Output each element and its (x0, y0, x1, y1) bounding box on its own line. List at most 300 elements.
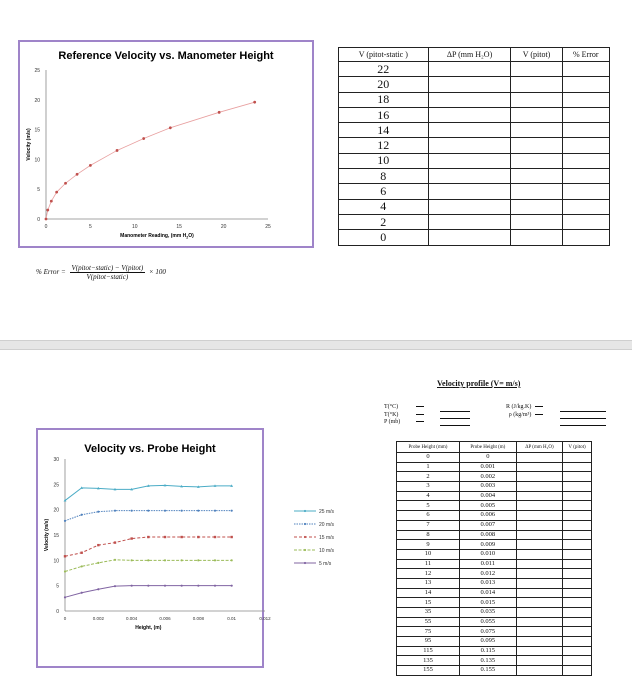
data-point (64, 555, 66, 557)
header-percent-error: % Error (562, 48, 609, 62)
cell-height-m: 0.155 (459, 666, 516, 676)
cell-empty (428, 62, 511, 77)
table-header-row (397, 442, 592, 453)
table-row (397, 549, 592, 559)
cell-empty (516, 540, 562, 550)
prop-line (560, 418, 606, 419)
data-point (164, 559, 166, 561)
page-separator (0, 340, 632, 350)
data-point (142, 137, 145, 140)
cell-empty (563, 637, 592, 647)
table-row (339, 153, 610, 168)
cell-empty (516, 559, 562, 569)
y-axis-label: Velocity (m/s) (44, 518, 50, 552)
table-row (339, 184, 610, 199)
x-axis-label-sub: 2 (186, 235, 189, 240)
cell-empty (516, 569, 562, 579)
cell-empty (562, 184, 609, 199)
cell-empty (516, 627, 562, 637)
cell-velocity: 14 (339, 123, 429, 138)
data-point (97, 511, 99, 513)
table-row (397, 491, 592, 501)
data-point (97, 562, 99, 564)
legend-label: 10 m/s (319, 548, 335, 554)
cell-empty (563, 482, 592, 492)
velocity-profile-table (396, 441, 592, 676)
cell-empty (563, 520, 592, 530)
cell-height-mm: 155 (397, 666, 460, 676)
table-row (397, 578, 592, 588)
velocity-profile-title: Velocity profile (V= m/s) (437, 379, 521, 388)
cell-empty (511, 230, 562, 245)
data-point (64, 596, 66, 598)
data-point (214, 559, 216, 561)
reference-velocity-chart (18, 40, 314, 248)
cell-height-m: 0.010 (459, 549, 516, 559)
cell-empty (516, 646, 562, 656)
legend-marker (304, 562, 306, 564)
table-row (339, 92, 610, 107)
prop-row (384, 404, 424, 412)
cell-velocity: 2 (339, 214, 429, 229)
table-row (339, 169, 610, 184)
data-point (116, 149, 119, 152)
cell-empty (516, 472, 562, 482)
cell-height-mm: 75 (397, 627, 460, 637)
cell-empty (516, 666, 562, 676)
data-point (55, 191, 58, 194)
data-point (46, 209, 49, 212)
cell-height-m: 0.075 (459, 627, 516, 637)
table-row (397, 598, 592, 608)
cell-height-m: 0.015 (459, 598, 516, 608)
prop-label: R (J/kg.K) (506, 404, 532, 410)
table-row (339, 77, 610, 92)
y-tick-label: 30 (53, 457, 59, 463)
prop-line (440, 418, 470, 419)
prop-label: P (mb) (384, 419, 401, 425)
x-tick-label: 0.002 (92, 616, 104, 621)
y-tick-label: 20 (34, 97, 40, 104)
series-line (46, 102, 255, 219)
cell-height-mm: 7 (397, 520, 460, 530)
data-point (218, 111, 221, 114)
cell-empty (511, 62, 562, 77)
x-tick-label: 0.004 (126, 616, 138, 621)
cell-empty (563, 491, 592, 501)
data-point (114, 541, 116, 543)
y-tick-label: 15 (53, 533, 59, 539)
cell-empty (516, 520, 562, 530)
cell-height-mm: 8 (397, 530, 460, 540)
y-tick-label: 15 (34, 127, 40, 134)
cell-empty (563, 549, 592, 559)
x-tick-label: 0.01 (227, 616, 237, 621)
cell-empty (563, 501, 592, 511)
cell-height-m: 0.005 (459, 501, 516, 511)
data-point (131, 585, 133, 587)
cell-empty (562, 138, 609, 153)
x-tick-label: 5 (89, 224, 92, 230)
table-row (339, 199, 610, 214)
cell-empty (562, 107, 609, 122)
cell-empty (562, 92, 609, 107)
table-row (397, 627, 592, 637)
cell-height-mm: 2 (397, 472, 460, 482)
reference-velocity-plot (20, 42, 312, 246)
table-row (397, 588, 592, 598)
prop-row (384, 419, 424, 427)
y-axis-label: Velocity (m/s) (26, 128, 32, 161)
prop-row (506, 404, 543, 412)
table-row (339, 62, 610, 77)
cell-height-mm: 95 (397, 637, 460, 647)
pitot-static-table (338, 47, 610, 246)
table-row (397, 540, 592, 550)
data-point (130, 537, 132, 539)
data-point (253, 101, 256, 104)
cell-empty (562, 169, 609, 184)
cell-height-m: 0.004 (459, 491, 516, 501)
x-tick-label: 25 (265, 224, 271, 230)
cell-empty (511, 92, 562, 107)
cell-velocity: 22 (339, 62, 429, 77)
data-point (164, 585, 166, 587)
header-v-pitot: V (pitot) (563, 442, 592, 453)
cell-empty (563, 598, 592, 608)
cell-height-mm: 4 (397, 491, 460, 501)
cell-empty (563, 588, 592, 598)
table-row (397, 530, 592, 540)
cell-height-mm: 1 (397, 462, 460, 472)
cell-empty (428, 199, 511, 214)
table-row (397, 637, 592, 647)
x-axis-label: Manometer Reading, (mm $H_2O$) (120, 233, 194, 240)
formula-denominator: V(pitot−static) (86, 273, 129, 281)
cell-empty (516, 511, 562, 521)
cell-velocity: 12 (339, 138, 429, 153)
cell-height-mm: 12 (397, 569, 460, 579)
y-tick-label: 10 (53, 558, 59, 565)
data-point (131, 559, 133, 561)
prop-blank (535, 414, 543, 415)
cell-height-m: 0 (459, 453, 516, 463)
data-point (164, 510, 166, 512)
cell-empty (516, 482, 562, 492)
header-probe-height-mm: Probe Height (mm) (397, 442, 460, 453)
cell-empty (563, 472, 592, 482)
legend-label: 5 m/s (319, 561, 332, 567)
cell-velocity: 18 (339, 92, 429, 107)
series-line-2 (65, 537, 232, 556)
cell-height-m: 0.001 (459, 462, 516, 472)
cell-empty (563, 530, 592, 540)
cell-empty (511, 138, 562, 153)
table-row (339, 214, 610, 229)
prop-line (440, 425, 470, 426)
table-row (397, 608, 592, 618)
series-line-1 (65, 511, 232, 521)
data-point (147, 510, 149, 512)
y-tick-label: 10 (34, 157, 40, 164)
percent-error-formula (36, 264, 166, 281)
table-row (397, 462, 592, 472)
cell-height-m: 0.035 (459, 608, 516, 618)
cell-empty (563, 511, 592, 521)
cell-empty (428, 138, 511, 153)
cell-empty (563, 666, 592, 676)
cell-height-mm: 115 (397, 646, 460, 656)
cell-velocity: 8 (339, 169, 429, 184)
data-point (64, 520, 66, 522)
formula-multiplier: × 100 (148, 268, 166, 277)
document-page-1 (0, 0, 632, 340)
data-point (76, 173, 79, 176)
cell-empty (516, 462, 562, 472)
table-row (397, 453, 592, 463)
data-point (131, 510, 133, 512)
cell-empty (563, 578, 592, 588)
cell-empty (563, 540, 592, 550)
table-row (397, 511, 592, 521)
table-row (339, 123, 610, 138)
cell-height-mm: 135 (397, 656, 460, 666)
table-row (397, 559, 592, 569)
series-line-4 (65, 586, 232, 598)
cell-height-m: 0.002 (459, 472, 516, 482)
cell-height-mm: 35 (397, 608, 460, 618)
cell-height-mm: 0 (397, 453, 460, 463)
data-point (180, 536, 182, 538)
table-row (397, 666, 592, 676)
cell-empty (562, 77, 609, 92)
legend-label: 15 m/s (319, 535, 335, 541)
data-point (64, 570, 66, 572)
data-point (197, 585, 199, 587)
x-axis-label: Height, (m) (135, 625, 162, 631)
cell-empty (511, 77, 562, 92)
cell-empty (511, 199, 562, 214)
cell-empty (562, 214, 609, 229)
x-tick-label: 0 (63, 616, 67, 621)
data-point (89, 164, 92, 167)
cell-empty (428, 123, 511, 138)
series-line-3 (65, 560, 232, 572)
legend-marker (304, 523, 306, 525)
data-point (114, 585, 116, 587)
cell-empty (563, 617, 592, 627)
formula-numerator: V(pitot−static) − V(pitot) (71, 264, 144, 272)
header-v-pitot-static: V (pitot-static ) (339, 48, 429, 62)
data-point (81, 514, 83, 516)
legend-label: 20 m/s (319, 522, 335, 528)
y-tick-label: 25 (34, 68, 40, 74)
cell-empty (562, 153, 609, 168)
prop-blank (416, 421, 424, 422)
cell-empty (563, 656, 592, 666)
cell-empty (428, 184, 511, 199)
left-properties (384, 404, 424, 427)
data-point (81, 565, 83, 567)
data-point (169, 126, 172, 129)
legend-marker (304, 549, 306, 551)
data-point (64, 182, 67, 185)
data-point (97, 544, 99, 546)
data-point (164, 536, 166, 538)
table-row (397, 482, 592, 492)
data-point (147, 559, 149, 561)
data-point (114, 510, 116, 512)
cell-height-m: 0.013 (459, 578, 516, 588)
cell-empty (428, 169, 511, 184)
data-point (114, 559, 116, 561)
prop-line (440, 411, 470, 412)
cell-empty (511, 184, 562, 199)
cell-height-m: 0.055 (459, 617, 516, 627)
cell-velocity: 16 (339, 107, 429, 122)
y-tick-label: 5 (56, 583, 59, 590)
data-point (231, 559, 233, 561)
cell-height-mm: 10 (397, 549, 460, 559)
legend-marker (304, 536, 306, 538)
data-point (50, 200, 53, 203)
data-point (80, 552, 82, 554)
y-tick-label: 0 (37, 217, 40, 223)
cell-height-mm: 15 (397, 598, 460, 608)
prop-blank (416, 406, 424, 407)
prop-row (506, 412, 543, 420)
table-row (397, 472, 592, 482)
x-tick-label: 10 (132, 224, 138, 230)
x-axis-label-end: O) (188, 233, 194, 239)
x-tick-label: 15 (176, 224, 182, 230)
cell-height-m: 0.012 (459, 569, 516, 579)
data-point (181, 510, 183, 512)
cell-empty (516, 608, 562, 618)
data-point (231, 510, 233, 512)
table-row (397, 656, 592, 666)
y-tick-label: 25 (53, 482, 59, 489)
table-row (397, 646, 592, 656)
x-tick-label: 0.012 (259, 616, 271, 621)
cell-height-m: 0.115 (459, 646, 516, 656)
chart-title: Reference Velocity vs. Manometer Height (58, 50, 274, 62)
cell-empty (516, 501, 562, 511)
table-row (397, 569, 592, 579)
cell-empty (516, 453, 562, 463)
velocity-probe-height-chart (36, 428, 271, 668)
data-point (230, 536, 232, 538)
cell-velocity: 6 (339, 184, 429, 199)
x-tick-label: 0 (44, 224, 48, 230)
cell-empty (516, 617, 562, 627)
data-point (147, 585, 149, 587)
cell-empty (428, 230, 511, 245)
data-point (97, 588, 99, 590)
cell-empty (428, 107, 511, 122)
cell-velocity: 20 (339, 77, 429, 92)
cell-empty (428, 92, 511, 107)
prop-label: T(°K) (384, 411, 399, 418)
cell-empty (563, 559, 592, 569)
formula-fraction (70, 264, 146, 281)
prop-blank (416, 414, 424, 415)
y-tick-label: 0 (56, 609, 59, 615)
right-properties (506, 404, 543, 419)
velocity-probe-plot (38, 430, 271, 666)
chart-title: Velocity vs. Probe Height (84, 443, 216, 455)
cell-empty (563, 627, 592, 637)
table-row (339, 138, 610, 153)
cell-height-m: 0.135 (459, 656, 516, 666)
y-tick-label: 5 (37, 187, 40, 194)
cell-empty (511, 123, 562, 138)
prop-line (560, 425, 606, 426)
cell-height-mm: 9 (397, 540, 460, 550)
cell-empty (562, 123, 609, 138)
cell-height-m: 0.011 (459, 559, 516, 569)
cell-height-m: 0.008 (459, 530, 516, 540)
data-point (214, 510, 216, 512)
cell-empty (516, 578, 562, 588)
data-point (231, 585, 233, 587)
cell-height-mm: 6 (397, 511, 460, 521)
cell-empty (563, 453, 592, 463)
data-point (181, 559, 183, 561)
data-point (81, 592, 83, 594)
table-row (397, 520, 592, 530)
data-point (181, 585, 183, 587)
cell-empty (511, 153, 562, 168)
cell-empty (562, 230, 609, 245)
header-delta-p: ΔP (mm H₂O) (428, 48, 511, 62)
cell-empty (562, 199, 609, 214)
x-tick-label: 0.008 (192, 616, 204, 621)
prop-label: ρ (kg/m³) (508, 411, 532, 418)
y-tick-label: 20 (53, 507, 59, 514)
cell-height-mm: 13 (397, 578, 460, 588)
cell-empty (516, 656, 562, 666)
prop-label: T(°C) (384, 404, 399, 410)
data-point (197, 510, 199, 512)
prop-line (560, 411, 606, 412)
data-point (214, 536, 216, 538)
table-row (339, 230, 610, 245)
cell-height-m: 0.006 (459, 511, 516, 521)
cell-height-mm: 11 (397, 559, 460, 569)
cell-height-mm: 55 (397, 617, 460, 627)
cell-height-mm: 5 (397, 501, 460, 511)
cell-empty (563, 462, 592, 472)
cell-empty (516, 637, 562, 647)
cell-empty (516, 598, 562, 608)
cell-height-m: 0.014 (459, 588, 516, 598)
cell-empty (428, 153, 511, 168)
formula-label: % Error = (36, 268, 66, 277)
cell-height-m: 0.007 (459, 520, 516, 530)
cell-empty (563, 569, 592, 579)
cell-velocity: 0 (339, 230, 429, 245)
cell-empty (511, 169, 562, 184)
chart-legend (292, 505, 352, 577)
data-point (147, 536, 149, 538)
header-delta-p: ΔP (mm H₂O) (516, 442, 562, 453)
cell-empty (428, 77, 511, 92)
data-point (45, 218, 48, 221)
data-point (214, 585, 216, 587)
cell-empty (511, 214, 562, 229)
table-header-row (339, 48, 610, 62)
